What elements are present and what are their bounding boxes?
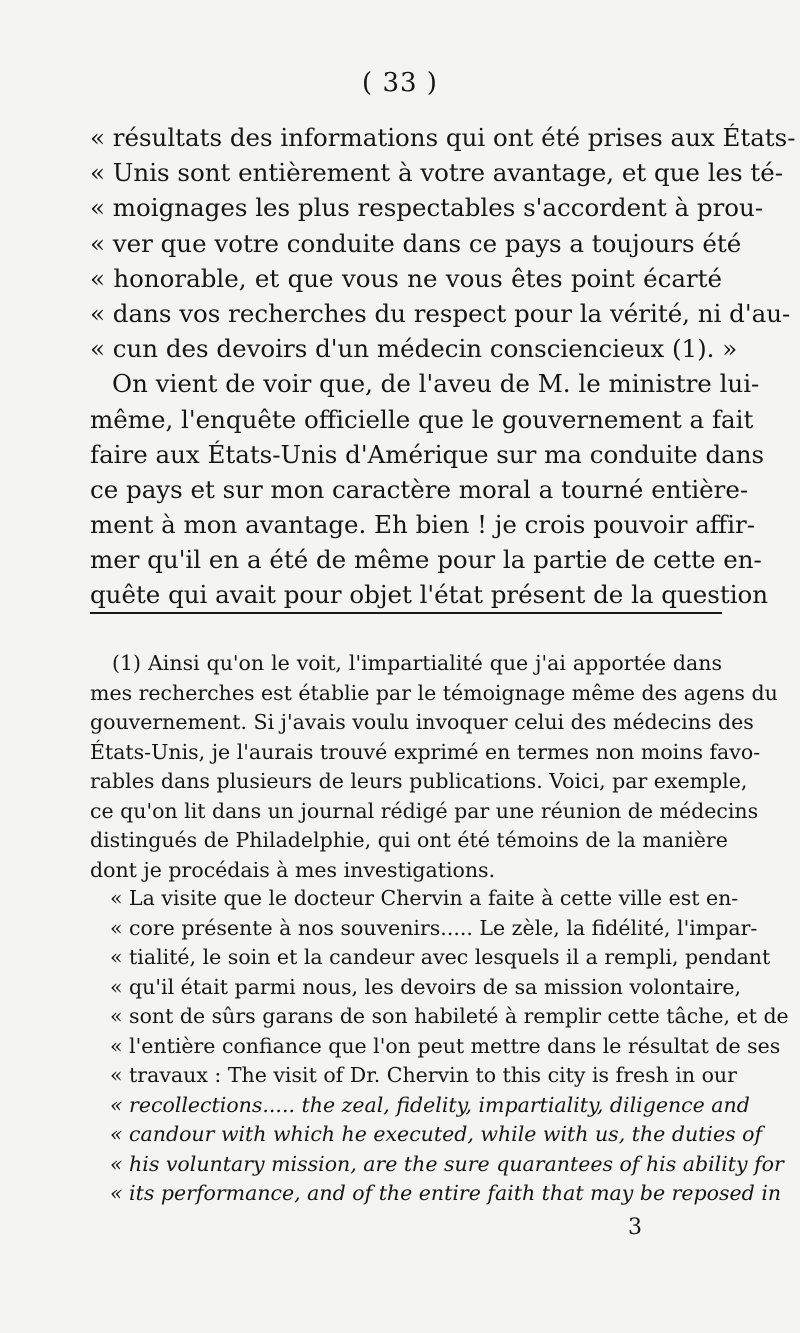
footnote-line: distingués de Philadelphie, qui ont été témoins de la manière [90, 828, 728, 852]
main-text-line: « dans vos recherches du respect pour la vérité, ni d'au- [90, 298, 791, 328]
page-number: ( 33 ) [362, 68, 438, 98]
footnote [90, 649, 778, 885]
main-text-line: quête qui avait pour objet l'état présent de la question [90, 580, 769, 610]
footnote-line: (1) Ainsi qu'on le voit, l'impartialité que j'ai apportée dans [112, 651, 722, 675]
quotation-line: « his voluntary mission, are the sure quarantees of his ability for [110, 1151, 784, 1176]
main-text-line: « Unis sont entièrement à votre avantage, et que les té- [90, 158, 784, 188]
footnote-line: rables dans plusieurs de leurs publications. Voici, par exemple, [90, 769, 748, 793]
quotation-line: « its performance, and of the entire faith that may be reposed in [110, 1181, 782, 1205]
quotation-line: « La visite que le docteur Chervin a faite à cette ville est en- [110, 886, 739, 910]
quotation-line: « l'entière confiance que l'on peut mettre dans le résultat de ses [110, 1033, 781, 1058]
footnote-quotation [90, 884, 789, 1209]
quotation-line: « qu'il était parmi nous, les devoirs de sa mission volontaire, [110, 974, 741, 999]
footnote-line: gouvernement. Si j'avais voulu invoquer celui des médecins des [90, 710, 754, 734]
main-text-line: « moignages les plus respectables s'accordent à prou- [90, 193, 764, 223]
quotation-line: « recollections..... the zeal, fidelity, impartiality, diligence and [110, 1092, 750, 1117]
main-text [90, 120, 796, 613]
main-text-line: « résultats des informations qui ont été prises aux États- [90, 123, 796, 152]
main-text-line: « cun des devoirs d'un médecin consciencieux (1). » [90, 334, 738, 364]
footnote-line: mes recherches est établie par le témoignage même des agens du [90, 680, 778, 705]
footnote-line: ce qu'on lit dans un journal rédigé par une réunion de médecins [90, 798, 759, 823]
quotation-line: « tialité, le soin et la candeur avec lesquels il a rempli, pendant [110, 945, 771, 969]
main-text-line: « ver que votre conduite dans ce pays a toujours été [90, 228, 742, 258]
quotation-line: « core présente à nos souvenirs..... Le zèle, la fidélité, l'impar- [110, 915, 758, 940]
main-text-line: même, l'enquête officielle que le gouvernement a fait [90, 404, 754, 434]
quotation-line: « sont de sûrs garans de son habileté à remplir cette tâche, et de [110, 1004, 789, 1028]
footnote-line: dont je procédais à mes investigations. [90, 857, 496, 882]
main-text-line: ce pays et sur mon caractère moral a tourné entière- [90, 474, 749, 504]
main-text-line: On vient de voir que, de l'aveu de M. le ministre lui- [112, 369, 760, 399]
main-text-line: faire aux États-Unis d'Amérique sur ma conduite dans [90, 439, 765, 469]
quotation-line: « candour with which he executed, while with us, the duties of [110, 1122, 763, 1146]
main-text-line: ment à mon avantage. Eh bien ! je crois pouvoir affir- [90, 510, 756, 540]
footnote-separator-rule [90, 612, 722, 614]
main-text-line: « honorable, et que vous ne vous êtes point écarté [90, 263, 722, 293]
quotation-line: « travaux : The visit of Dr. Chervin to this city is fresh in our [110, 1063, 737, 1087]
signature-mark: 3 [628, 1215, 642, 1240]
footnote-line: États-Unis, je l'aurais trouvé exprimé en termes non moins favo- [90, 739, 761, 764]
main-text-line: mer qu'il en a été de même pour la partie de cette en- [90, 545, 762, 575]
